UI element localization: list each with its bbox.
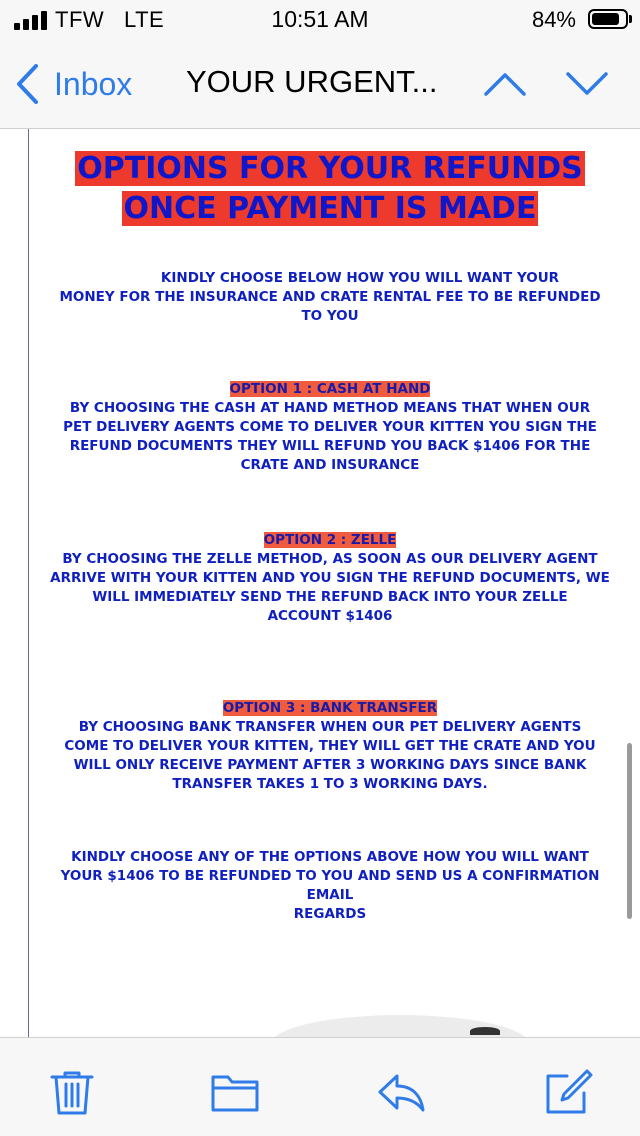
back-to-inbox-button[interactable]	[14, 62, 154, 106]
reply-button[interactable]	[377, 1068, 427, 1116]
email-headline	[40, 149, 620, 229]
move-to-folder-button[interactable]	[210, 1068, 260, 1116]
trash-icon	[47, 1068, 97, 1116]
option-2-section	[40, 531, 620, 626]
closing-line-2: YOUR $1406 TO BE REFUNDED TO YOU AND SEND US A CONFIRMATION	[60, 868, 600, 884]
option-1-line-3: REFUND DOCUMENTS THEY WILL REFUND YOU BACK $1406 FOR THE	[69, 438, 591, 454]
option-1-line-2: PET DELIVERY AGENTS COME TO DELIVER YOUR KITTEN YOU SIGN THE	[63, 419, 597, 435]
option-3-line-2: COME TO DELIVER YOUR KITTEN, THEY WILL GET THE CRATE AND YOU	[64, 738, 596, 754]
closing-paragraph	[40, 848, 620, 924]
navigation-bar	[0, 40, 640, 129]
option-2-line-4: ACCOUNT $1406	[267, 608, 393, 624]
bottom-toolbar	[0, 1037, 640, 1136]
intro-paragraph	[40, 269, 620, 326]
option-2-heading: OPTION 2 : ZELLE	[263, 532, 397, 548]
option-1-line-1: BY CHOOSING THE CASH AT HAND METHOD MEANS THAT WHEN OUR	[69, 400, 591, 416]
headline-line-1: OPTIONS FOR YOUR REFUNDS	[77, 151, 583, 186]
battery-cap	[629, 15, 632, 23]
chevron-down-icon	[564, 66, 610, 102]
status-time: 10:51 AM	[271, 6, 369, 32]
option-1-section	[40, 380, 620, 475]
compose-button[interactable]	[543, 1068, 593, 1116]
option-2-line-2: ARRIVE WITH YOUR KITTEN AND YOU SIGN THE REFUND DOCUMENTS, WE	[50, 570, 610, 586]
email-body[interactable]	[0, 129, 640, 1037]
scrollbar[interactable]	[627, 743, 632, 919]
previous-message-button[interactable]	[482, 66, 528, 102]
option-3-section	[40, 699, 620, 794]
status-bar	[0, 0, 640, 40]
reply-icon	[377, 1068, 427, 1116]
back-label: Inbox	[54, 65, 133, 102]
email-subject-title: YOUR URGENT...	[186, 64, 438, 99]
battery-icon	[588, 9, 628, 29]
partial-image-edge	[470, 1027, 500, 1035]
option-1-line-4: CRATE AND INSURANCE	[240, 457, 420, 473]
battery-percent: 84%	[531, 7, 576, 32]
folder-icon	[210, 1068, 260, 1116]
network-type: LTE	[124, 7, 165, 32]
option-2-line-1: BY CHOOSING THE ZELLE METHOD, AS SOON AS OUR DELIVERY AGENT	[62, 551, 598, 567]
headline-line-2: ONCE PAYMENT IS MADE	[123, 191, 537, 226]
closing-line-4: REGARDS	[293, 906, 367, 922]
intro-line-1: KINDLY CHOOSE BELOW HOW YOU WILL WANT YOUR	[160, 270, 560, 286]
closing-line-1: KINDLY CHOOSE ANY OF THE OPTIONS ABOVE HOW YOU WILL WANT	[71, 849, 589, 865]
quote-rule	[28, 129, 29, 1037]
intro-line-2: MONEY FOR THE INSURANCE AND CRATE RENTAL FEE TO BE REFUNDED	[59, 289, 601, 305]
intro-line-3: TO YOU	[301, 308, 359, 324]
compose-icon	[543, 1068, 593, 1116]
next-message-button[interactable]	[564, 66, 610, 102]
chevron-up-icon	[482, 66, 528, 102]
option-1-heading: OPTION 1 : CASH AT HAND	[229, 381, 431, 397]
delete-button[interactable]	[47, 1068, 97, 1116]
option-2-line-3: WILL IMMEDIATELY SEND THE REFUND BACK INTO YOUR ZELLE	[92, 589, 568, 605]
chevron-left-icon	[14, 63, 40, 105]
option-3-line-3: WILL ONLY RECEIVE PAYMENT AFTER 3 WORKING DAYS SINCE BANK	[73, 757, 587, 773]
carrier-name: TFW	[55, 7, 105, 32]
option-3-line-1: BY CHOOSING BANK TRANSFER WHEN OUR PET DELIVERY AGENTS	[78, 719, 582, 735]
closing-line-3: EMAIL	[306, 887, 354, 903]
option-3-line-4: TRANSFER TAKES 1 TO 3 WORKING DAYS.	[172, 776, 488, 792]
option-3-heading: OPTION 3 : BANK TRANSFER	[222, 700, 438, 716]
battery-fill	[592, 13, 619, 25]
